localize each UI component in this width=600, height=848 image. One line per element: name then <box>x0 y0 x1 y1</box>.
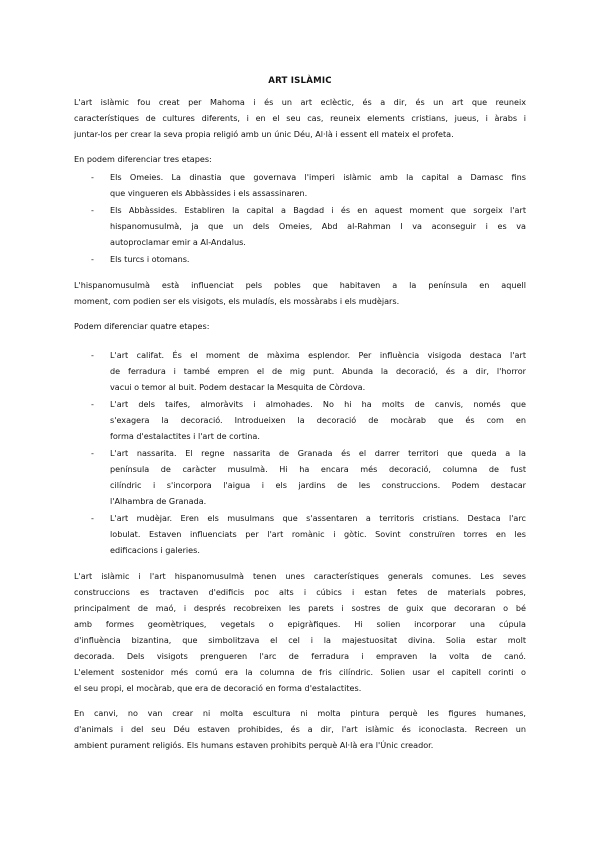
bullet-dash-icon: - <box>91 254 94 264</box>
text-line: d'influència bizantina, que simbolitzava el cel i la majestuositat divina. Solia estar molt <box>74 635 526 645</box>
paragraph <box>74 277 526 309</box>
bullet-dash-icon: - <box>91 513 94 523</box>
paragraph <box>74 705 526 753</box>
text-line: L'element sostenidor més comú era la columna de fris cilíndric. Solien usar el capitell corinti o <box>74 667 526 677</box>
list-item <box>74 510 526 558</box>
list-item <box>74 169 526 201</box>
list-item <box>74 202 526 250</box>
text-line: L'hispanomusulmà està influenciat pels pobles que habitaven a la península en aquell <box>74 280 526 290</box>
text-line: vacui o temor al buit. Podem destacar la Mesquita de Còrdova. <box>110 382 366 392</box>
bullet-dash-icon: - <box>91 399 94 409</box>
text-line: principalment de maó, i després recobreixen les parets i sostres de guix que decoraran o bé <box>74 603 526 613</box>
text-line: L'art nassarita. El regne nassarita de Granada és el darrer territori que queda a la <box>110 448 526 458</box>
text-line: Podem diferenciar quatre etapes: <box>74 321 210 331</box>
text-line: s'exagera la decoració. Introdueixen la decoració de mocàrab que és com en <box>110 415 526 425</box>
bullet-list <box>74 169 526 267</box>
paragraph <box>74 568 526 696</box>
text-line: edificacions i galeries. <box>110 545 200 555</box>
bullet-dash-icon: - <box>91 172 94 182</box>
text-line: hispanomusulmà, ja que un dels Omeies, Abd al-Rahman I va aconseguir i es va <box>110 221 526 231</box>
bullet-dash-icon: - <box>91 448 94 458</box>
text-line: L'art dels taifes, almoràvits i almohades. No hi ha molts de canvis, només que <box>110 399 526 409</box>
paragraph <box>74 151 526 167</box>
bullet-dash-icon: - <box>91 350 94 360</box>
text-line: Els Omeies. La dinastia que governava l'imperi islàmic amb la capital a Damasc fins <box>110 172 526 182</box>
text-line: Els turcs i otomans. <box>110 254 190 264</box>
bullet-list <box>74 347 526 558</box>
document-page <box>74 73 526 762</box>
list-item <box>74 251 526 267</box>
text-line: En canvi, no van crear ni molta escultura ni molta pintura perquè les figures humanes, <box>74 708 526 718</box>
text-line: lobulat. Estaven influenciats per l'art romànic i gòtic. Sovint construïren torres en les <box>110 529 526 539</box>
text-line: cilíndric i s'incorpora l'aigua i els jardins de les construccions. Podem destacar <box>110 480 526 490</box>
text-line: amb formes geomètriques, vegetals o epigràfiques. Hi solien incorporar una cúpula <box>74 619 526 629</box>
text-line: juntar-los per crear la seva propia religió amb un únic Déu, Al·là i essent ell mateix el profeta. <box>74 129 454 139</box>
text-line: L'art califat. És el moment de màxima esplendor. Per influència visigoda destaca l'art <box>110 350 526 360</box>
text-line: de ferradura i també empren el de mig punt. Abunda la decoració, és a dir, l'horror <box>110 366 526 376</box>
text-line: Els Abbàssides. Establiren la capital a Bagdad i és en aquest moment que sorgeix l'art <box>110 205 526 215</box>
paragraph <box>74 318 526 334</box>
text-line: construccions es tractaven d'edificis poc alts i cúbics i estan fetes de materials pobres, <box>74 587 526 597</box>
text-line: L'art islàmic i l'art hispanomusulmà tenen unes característiques generals comunes. Les seves <box>74 571 526 581</box>
text-line: l'Alhambra de Granada. <box>110 496 207 506</box>
text-line: ambient purament religiós. Els humans estaven prohibits perquè Al·là era l'Únic creador. <box>74 740 434 750</box>
text-line: autoproclamar emir a Al-Andalus. <box>110 237 246 247</box>
text-line: L'art mudèjar. Eren els musulmans que s'assentaren a territoris cristians. Destaca l'arc <box>110 513 526 523</box>
list-item <box>74 445 526 509</box>
text-line: península de caràcter musulmà. Hi ha encara més decoració, columna de fust <box>110 464 526 474</box>
list-item <box>74 347 526 395</box>
text-line: que vingueren els Abbàssides i els assassinaren. <box>110 188 308 198</box>
list-item <box>74 396 526 444</box>
text-line: característiques de cultures diferents, i en el seu cas, reuneix elements cristians, jueus, i àrabs i <box>74 113 526 123</box>
text-line: En podem diferenciar tres etapes: <box>74 154 212 164</box>
paragraph <box>74 94 526 142</box>
text-line: decorada. Dels visigots prengueren l'arc de ferradura i empraven la volta de canó. <box>74 651 526 661</box>
bullet-dash-icon: - <box>91 205 94 215</box>
document-title: ART ISLÀMIC <box>268 76 332 86</box>
text-line: d'animals i del seu Déu estaven prohibides, és a dir, l'art islàmic és iconoclasta. Recreen un <box>74 724 526 734</box>
text-line: L'art islàmic fou creat per Mahoma i és un art eclèctic, és a dir, és un art que reuneix <box>74 97 526 107</box>
text-line: forma d'estalactites i l'art de cortina. <box>110 431 260 441</box>
text-line: el seu propi, el mocàrab, que era de decoració en forma d'estalactites. <box>74 683 362 693</box>
document-body <box>74 94 526 753</box>
text-line: moment, com podien ser els visigots, els muladís, els mossàrabs i els mudèjars. <box>74 296 400 306</box>
